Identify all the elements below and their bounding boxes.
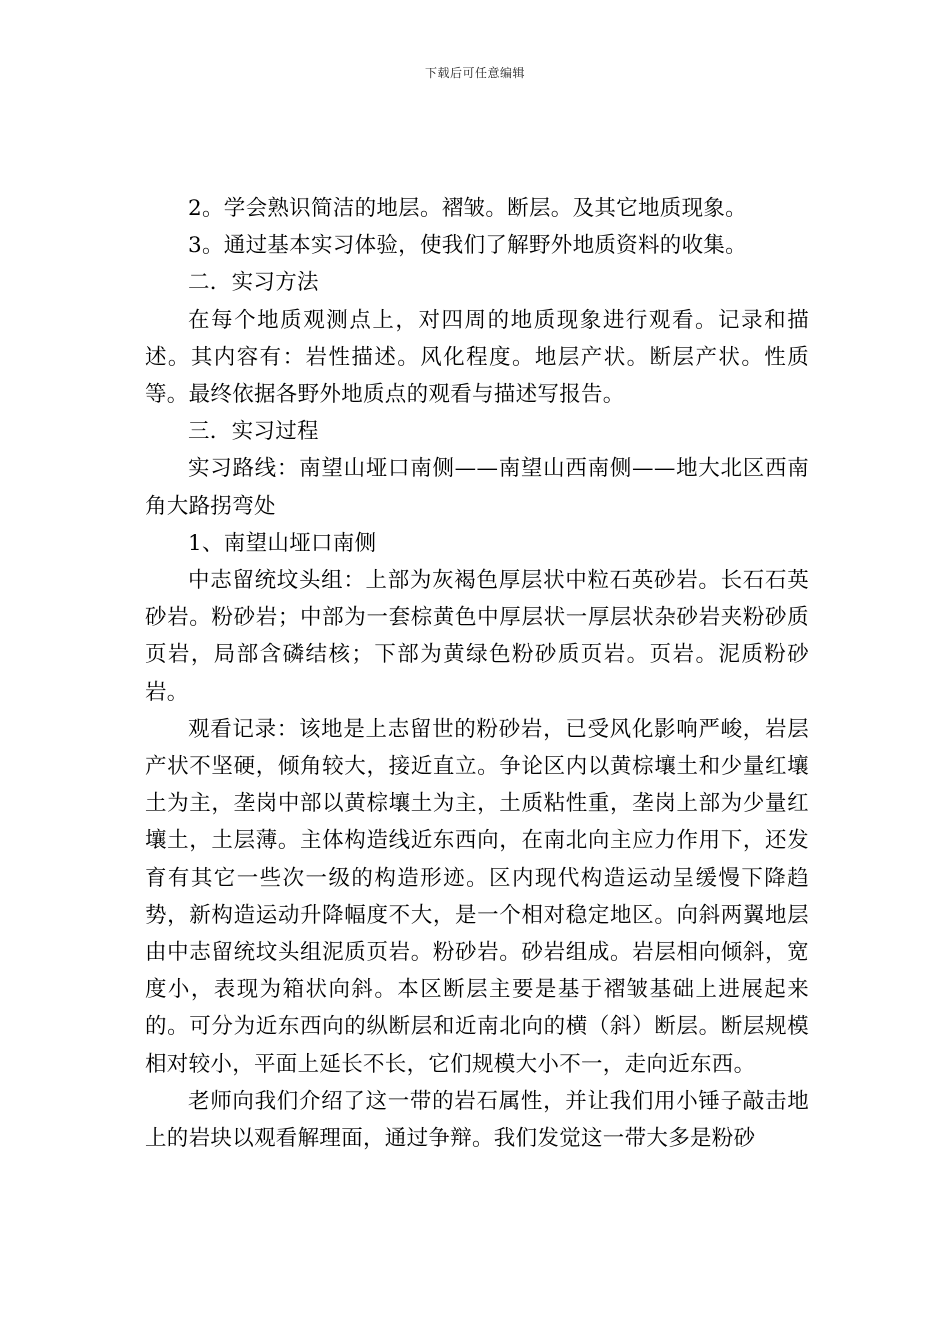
paragraph-observation: 观看记录：该地是上志留世的粉砂岩，已受风化影响严峻，岩层产状不坚硬，倾角较大，接近直立。争论区内以黄棕壤土和少量红壤土为主，垄岗中部以黄棕壤土为主，土质粘性重，垄岗上部为少量红壤土，土层薄。主体构造线近东西向，在南北向主应力作用下，还发育有其它一些次一级的构造形迹。区内现代构造运动呈缓慢下降趋势，新构造运动升降幅度不大，是一个相对稳定地区。向斜两翼地层由中志留统坟头组泥质页岩。粉砂岩。砂岩组成。岩层相向倾斜，宽度小，表现为箱状向斜。本区断层主要是基于褶皱基础上进展起来的。可分为近东西向的纵断层和近南北向的横（斜）断层。断层规模相对较小，平面上延长不长，它们规模大小不一，走向近东西。	[145, 716, 809, 1077]
paragraph-route: 实习路线：南望山垭口南侧——南望山西南侧——地大北区西南角大路拐弯处	[145, 456, 809, 519]
paragraph-objective-3: 3。通过基本实习体验，使我们了解野外地质资料的收集。	[188, 233, 747, 259]
paragraph-method: 在每个地质观测点上，对四周的地质现象进行观看。记录和描述。其内容有：岩性描述。风化程度。地层产状。断层产状。性质等。最终依据各野外地质点的观看与描述写报告。	[145, 307, 809, 408]
section-heading-process: 三．实习过程	[188, 419, 319, 445]
document-body	[145, 190, 809, 1157]
paragraph-formation: 中志留统坟头组：上部为灰褐色厚层状中粒石英砂岩。长石石英砂岩。粉砂岩；中部为一套棕黄色中厚层状一厚层状杂砂岩夹粉砂质页岩，局部含磷结核；下部为黄绿色粉砂质页岩。页岩。泥质粉砂岩。	[145, 568, 809, 705]
page-header: 下载后可任意编辑	[424, 66, 525, 80]
subheading-site-1: 1、南望山垭口南侧	[188, 530, 377, 556]
paragraph-teacher: 老师向我们介绍了这一带的岩石属性，并让我们用小锤子敲击地上的岩块以观看解理面，通过争辩。我们发觉这一带大多是粉砂	[145, 1088, 809, 1152]
paragraph-objective-2: 2。学会熟识简洁的地层。褶皱。断层。及其它地质现象。	[188, 196, 747, 221]
section-heading-method: 二．实习方法	[188, 270, 319, 296]
